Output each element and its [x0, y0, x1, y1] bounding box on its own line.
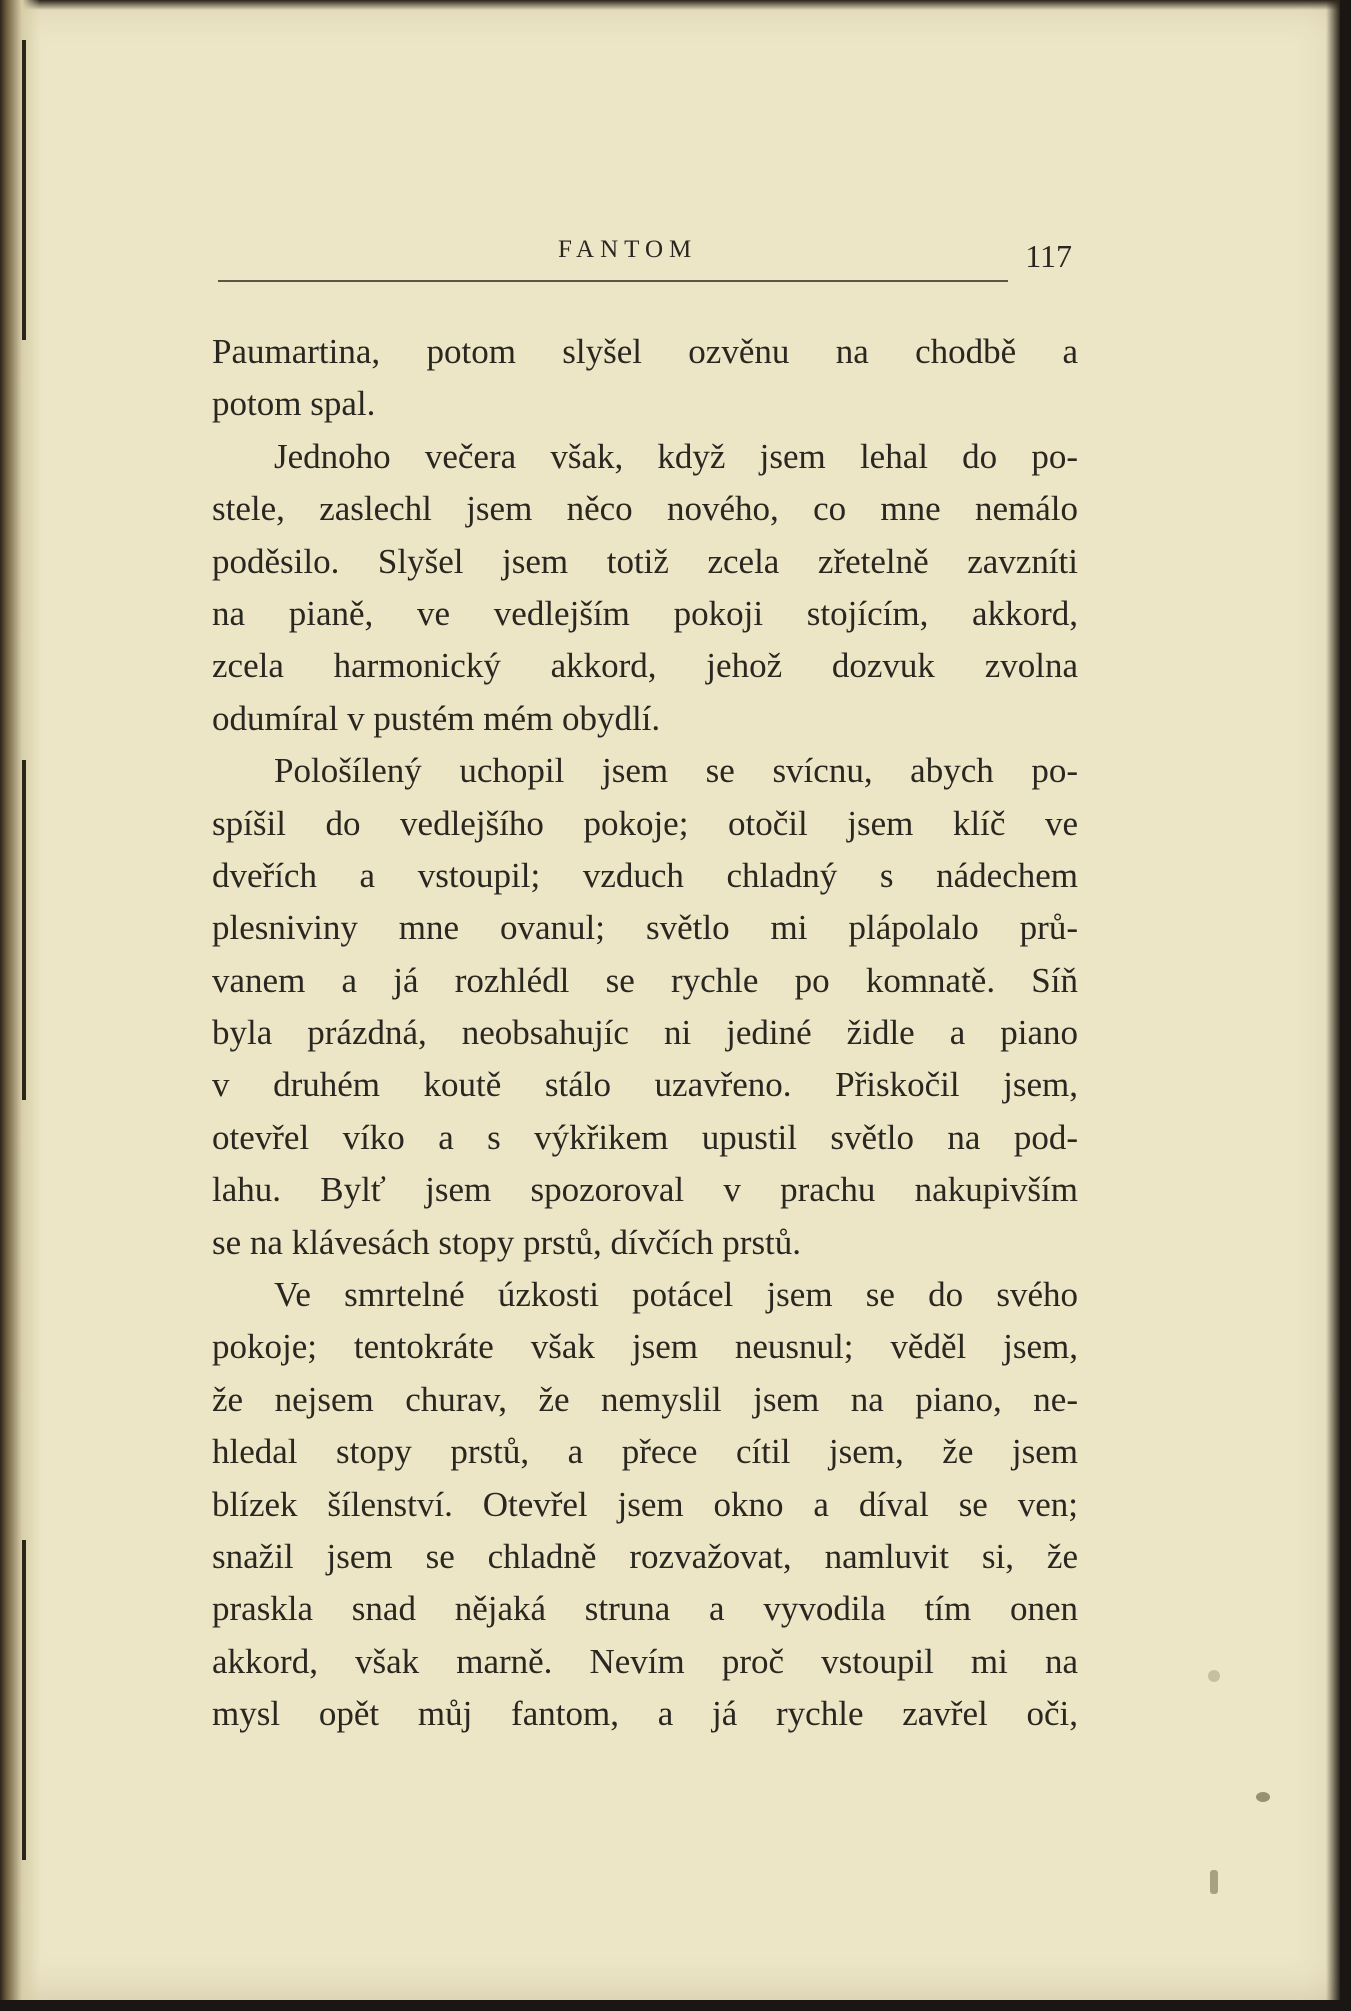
- text-line: praskla snad nějaká struna a vyvodila tím onen: [212, 1589, 1078, 1629]
- binding-mark: [22, 760, 26, 1100]
- binding-mark: [22, 1540, 26, 1860]
- text-line: v druhém koutě stálo uzavřeno. Přiskočil jsem,: [212, 1065, 1078, 1105]
- header-rule: [218, 280, 1008, 282]
- page-header: [218, 236, 1078, 284]
- text-line: byla prázdná, neobsahujíc ni jediné židle a piano: [212, 1013, 1078, 1053]
- paper-speck: [1256, 1792, 1270, 1802]
- text-line: pokoje; tentokráte však jsem neusnul; věděl jsem,: [212, 1327, 1078, 1367]
- paper-speck: [1210, 1870, 1218, 1894]
- text-line: Jednoho večera však, když jsem lehal do po-: [274, 436, 1078, 476]
- text-line: vanem a já rozhlédl se rychle po komnatě. Síň: [212, 960, 1078, 1000]
- text-line: stele, zaslechl jsem něco nového, co mne nemálo: [212, 489, 1078, 529]
- text-line: blízek šílenství. Otevřel jsem okno a díval se ven;: [212, 1484, 1078, 1524]
- text-line: dveřích a vstoupil; vzduch chladný s nádechem: [212, 855, 1078, 895]
- text-line: Pološílený uchopil jsem se svícnu, abych po-: [274, 751, 1078, 791]
- page-number: 117: [1025, 238, 1072, 274]
- text-line: poděsilo. Slyšel jsem totiž zcela zřetelně zavzníti: [212, 541, 1078, 581]
- text-line: hledal stopy prstů, a přece cítil jsem, že jsem: [212, 1432, 1078, 1472]
- binding-mark: [22, 40, 26, 340]
- text-line: Ve smrtelné úzkosti potácel jsem se do svého: [274, 1275, 1078, 1315]
- text-line: mysl opět můj fantom, a já rychle zavřel oči,: [212, 1694, 1078, 1734]
- page-top-shadow: [0, 0, 1340, 10]
- page-binding-edge: [0, 0, 40, 2000]
- text-line: akkord, však marně. Nevím proč vstoupil mi na: [212, 1641, 1078, 1681]
- text-line: zcela harmonický akkord, jehož dozvuk zvolna: [212, 646, 1078, 686]
- text-line: odumíral v pustém mém obydlí.: [212, 698, 661, 738]
- paper-speck: [1208, 1670, 1220, 1682]
- text-line: se na klávesách stopy prstů, dívčích prstů.: [212, 1222, 802, 1262]
- text-line: snažil jsem se chladně rozvažovat, namluvit si, že: [212, 1536, 1078, 1576]
- running-title: FANTOM: [558, 236, 698, 263]
- text-line: otevřel víko a s výkřikem upustil světlo na pod-: [212, 1117, 1078, 1157]
- text-line: Paumartina, potom slyšel ozvěnu na chodbě a: [212, 332, 1078, 371]
- text-line: plesniviny mne ovanul; světlo mi plápolalo prů-: [212, 908, 1078, 948]
- text-line: na pianě, ve vedlejším pokoji stojícím, akkord,: [212, 593, 1078, 633]
- body-text: [212, 326, 1078, 1741]
- text-line: že nejsem churav, že nemyslil jsem na piano, ne-: [212, 1379, 1078, 1419]
- text-line: spíšil do vedlejšího pokoje; otočil jsem klíč ve: [212, 803, 1078, 843]
- text-line: potom spal.: [212, 384, 376, 424]
- page-right-shadow: [1326, 0, 1340, 2000]
- text-line: lahu. Bylť jsem spozoroval v prachu nakupivším: [212, 1170, 1078, 1210]
